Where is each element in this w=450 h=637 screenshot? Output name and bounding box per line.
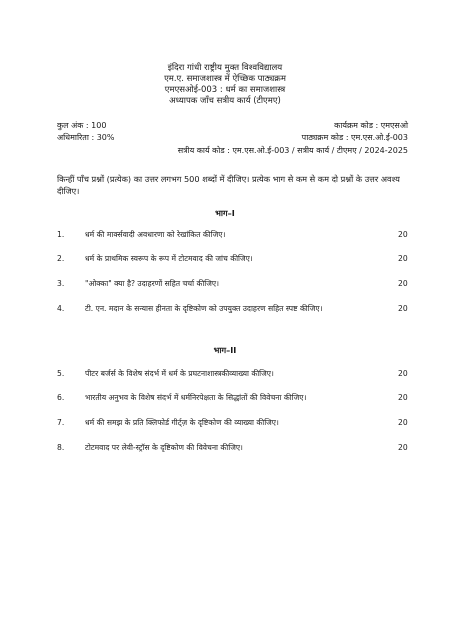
instructions: किन्हीं पाँच प्रश्नों (प्रत्येक) का उत्तर लगभग 500 शब्दों में दीजिए। प्रत्येक भाग से कम से कम दो प्रश्नों के उत्तर अवश्य दीजिए। — [57, 174, 400, 196]
question-number: 5. — [57, 369, 65, 378]
question-text: धर्म की समझ के प्रति क्लिफोर्ड गीर्ट्ज़ के दृष्टिकोण की व्याख्या कीजिए। — [85, 418, 279, 427]
university-name: इंदिरा गांधी राष्ट्रीय मुक्त विश्वविद्यालय — [167, 63, 283, 73]
programme-title: एम.ए. समाजशास्त्र में ऐच्छिक पाठ्यक्रम — [164, 74, 286, 84]
question-item — [0, 418, 450, 432]
assignment-type: अध्यापक जाँच सत्रीय कार्य (टीएमए) — [169, 96, 281, 106]
question-number: 4. — [57, 304, 65, 313]
question-item — [0, 393, 450, 407]
question-marks: 20 — [398, 304, 408, 313]
assignment-code: सत्रीय कार्य कोड : एम.एस.ओ.ई-003 / सत्रीय कार्य / टीएमए / 2024-2025 — [177, 146, 408, 155]
section-title-part-2: भाग–II — [213, 345, 237, 355]
question-number: 3. — [57, 279, 65, 288]
question-marks: 20 — [398, 393, 408, 402]
programme-code: कार्यक्रम कोड : एमएसओ — [334, 121, 408, 130]
question-text: भारतीय अनुभव के विशेष संदर्भ में धर्मनिरपेक्षता के सिद्धांतों की विवेचना कीजिए। — [85, 393, 307, 402]
question-number: 1. — [57, 230, 65, 239]
question-number: 7. — [57, 418, 65, 427]
question-number: 8. — [57, 443, 65, 452]
question-marks: 20 — [398, 230, 408, 239]
question-item — [0, 369, 450, 383]
question-number: 2. — [57, 254, 65, 263]
question-text: "ओक्का" क्या है? उदाहरणों सहित चर्चा कीजिए। — [85, 279, 219, 288]
question-marks: 20 — [398, 279, 408, 288]
question-text: धर्म की मार्क्सवादी अवधारणा को रेखांकित कीजिए। — [85, 230, 226, 239]
total-marks: कुल अंक : 100 — [57, 121, 107, 130]
question-item — [0, 443, 450, 457]
question-marks: 20 — [398, 418, 408, 427]
question-text: पीटर बर्जर्स के विशेष संदर्भ में धर्म के प्रघटनाशास्त्रकीव्याख्या कीजिए। — [85, 369, 274, 378]
section-title-part-1: भाग–I — [215, 208, 235, 218]
weightage: अधिमारिता : 30% — [57, 133, 115, 142]
question-marks: 20 — [398, 254, 408, 263]
question-text: टी. एन. मदान के सन्यास हीनता के दृष्टिकोण को उपयुक्त उदाहरण सहित स्पष्ट कीजिए। — [85, 304, 323, 313]
question-item — [0, 254, 450, 268]
question-number: 6. — [57, 393, 65, 402]
question-item — [0, 230, 450, 244]
course-title: एमएसओई-003 : धर्म का समाजशास्त्र — [164, 85, 286, 95]
question-marks: 20 — [398, 369, 408, 378]
question-text: टोटमवाद पर लेवी-स्ट्रॉस के दृष्टिकोण की विवेचना कीजिए। — [85, 443, 243, 452]
question-marks: 20 — [398, 443, 408, 452]
question-text: धर्म के प्राथमिक स्वरूप के रूप में टोटमवाद की जांच कीजिए। — [85, 254, 253, 263]
course-code: पाठ्यक्रम कोड : एम.एस.ओ.ई-003 — [301, 133, 408, 142]
question-item — [0, 304, 450, 318]
question-item — [0, 279, 450, 293]
